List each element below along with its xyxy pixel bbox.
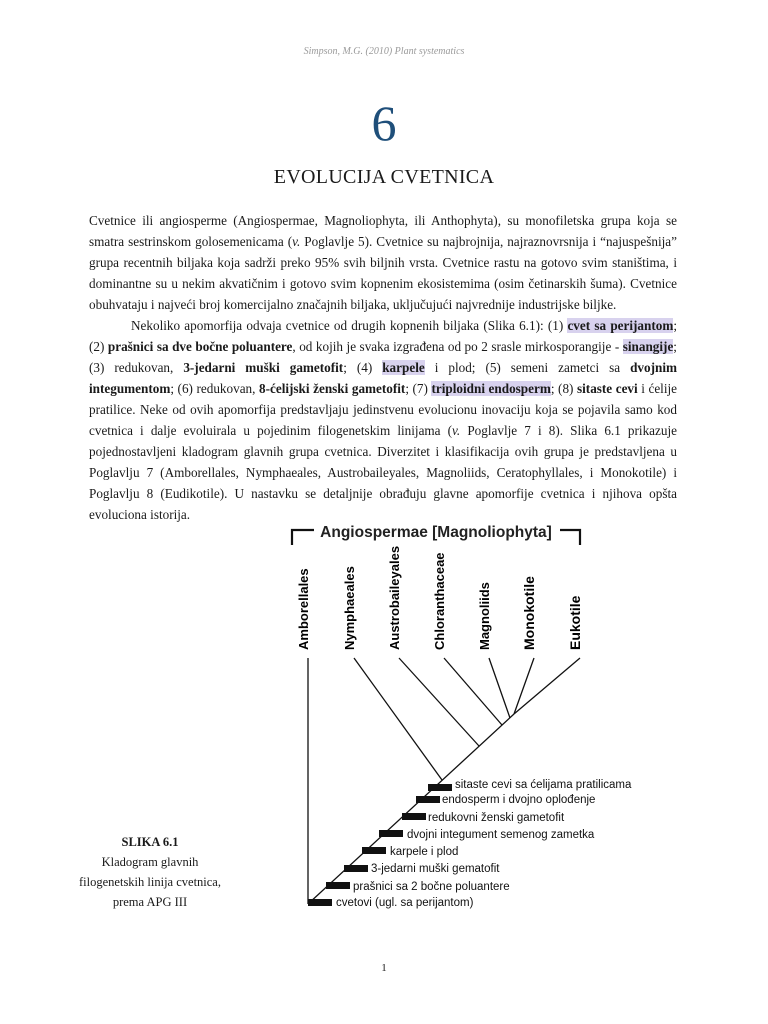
caption-title: SLIKA 6.1 bbox=[121, 835, 179, 849]
page-number: 1 bbox=[381, 962, 387, 974]
running-header: Simpson, M.G. (2010) Plant systematics bbox=[303, 46, 465, 57]
paragraph-2: Nekoliko apomorfija odvaja cvetnice od drugih kopnenih biljaka (Slika 6.1): (1) cvet sa perijantom; (2) prašnici sa dve bočne poluantere, od kojih je svaka izgrađena od po 2 srasle mirkosporangije - sinangije; (3) redukovan, 3-jedarni muški gametofit; (4) karpele i plod; (5) semeni zametci sa dvojnim integumentom; (6) redukovan, 8-ćelijski ženski gametofit; (7) triploidni endosperm; (8) sitaste cevi i ćelije pratilice. Neke od ovih apomorfija predstavljaju jedinstvenu evolucionu inovaciju koja se pojavila samo kod cvetnica i dalje evoluirala u pojedinim filogenetskim linijama (v. Poglavlje 7 i 8). Slika 6.1 prikazuje pojednostavljeni kladogram glavnih grupa cvetnica. Diverzitet i klasifikacija ovih grupa je predstavljena u Poglavlju 7 (Amborellales, Nymphaeales, Austrobaileyales, Magnoliids, Ceratophyllales, i Monokotile) i Poglavlju 8 (Eudikotile). U nastavku se detaljnije obrađuju glavne apomorfije cvetnica i njihova opšta evoluciona istorija. bbox=[89, 318, 678, 522]
apomorphy-label: karpele i plod bbox=[390, 846, 459, 858]
apomorphy-label: endosperm i dvojno oplođenje bbox=[442, 794, 596, 806]
taxon-label: Amborellales bbox=[296, 568, 311, 650]
body-text bbox=[89, 210, 677, 525]
apomorphy-label: cvetovi (ugl. sa perijantom) bbox=[336, 897, 474, 909]
taxon-label: Austrobaileyales bbox=[387, 545, 402, 650]
paragraph-1: Cvetnice ili angiosperme (Angiospermae, Magnoliophyta, ili Anthophyta), su monofiletska grupa koja se smatra sestrinskom golosemenicama (v. Poglavlje 5). Cvetnice su najbrojnija, najraznovrsnija i “najuspešnija” grupa recentnih biljaka koja sadrži preko 95% svih biljnih vrsta. Cvetnice rastu na gotovo svim staništima, i dominantne su u nekim akvatičnim i gotovo svim kopnenim ekosistemima (osim četinarskih šuma). Cvetnice obuhvataju i najveći broj komercijalno značajnih biljaka, uključujući najvrednije industrijske biljke. bbox=[89, 213, 678, 312]
highlight-term: cvet sa perijantom bbox=[567, 318, 674, 333]
taxon-label: Eukotile bbox=[567, 595, 583, 650]
apomorphy-label: redukovni ženski gametofit bbox=[428, 812, 565, 824]
bracket-right bbox=[560, 530, 580, 545]
group-label: Angiospermae [Magnoliophyta] bbox=[320, 524, 552, 541]
figure-caption bbox=[70, 832, 230, 912]
apomorphy-label: 3-jedarni muški gematofit bbox=[371, 863, 500, 875]
chapter-number: 6 bbox=[371, 95, 397, 151]
highlight-term: sinangije bbox=[622, 339, 674, 354]
bold-term: dvojnim integumentom bbox=[89, 360, 677, 396]
highlight-term: karpele bbox=[382, 360, 425, 375]
apomorphy-label: prašnici sa 2 bočne poluantere bbox=[353, 881, 510, 893]
taxon-label: Monokotile bbox=[521, 576, 537, 650]
highlight-term: triploidni endosperm bbox=[431, 381, 551, 396]
bold-term: 8-ćelijski ženski gametofit bbox=[259, 381, 406, 396]
taxon-label: Nymphaeales bbox=[342, 566, 357, 650]
bold-term: sitaste cevi bbox=[577, 381, 638, 396]
cladogram-figure bbox=[270, 510, 670, 920]
chapter-title: EVOLUCIJA CVETNICA bbox=[273, 166, 495, 188]
caption-text: Kladogram glavnih filogenetskih linija cvetnica, prema APG III bbox=[79, 855, 221, 909]
bold-term: 3-jedarni muški gametofit bbox=[183, 360, 344, 375]
bold-term: prašnici sa dve bočne poluantere bbox=[107, 339, 293, 354]
apomorphy-label: sitaste cevi sa ćelijama pratilicama bbox=[455, 779, 632, 791]
apomorphy-label: dvojni integument semenog zametka bbox=[407, 829, 595, 841]
bracket-left bbox=[292, 530, 314, 545]
taxon-label: Chloranthaceae bbox=[432, 552, 447, 650]
taxon-label: Magnoliids bbox=[477, 582, 492, 650]
